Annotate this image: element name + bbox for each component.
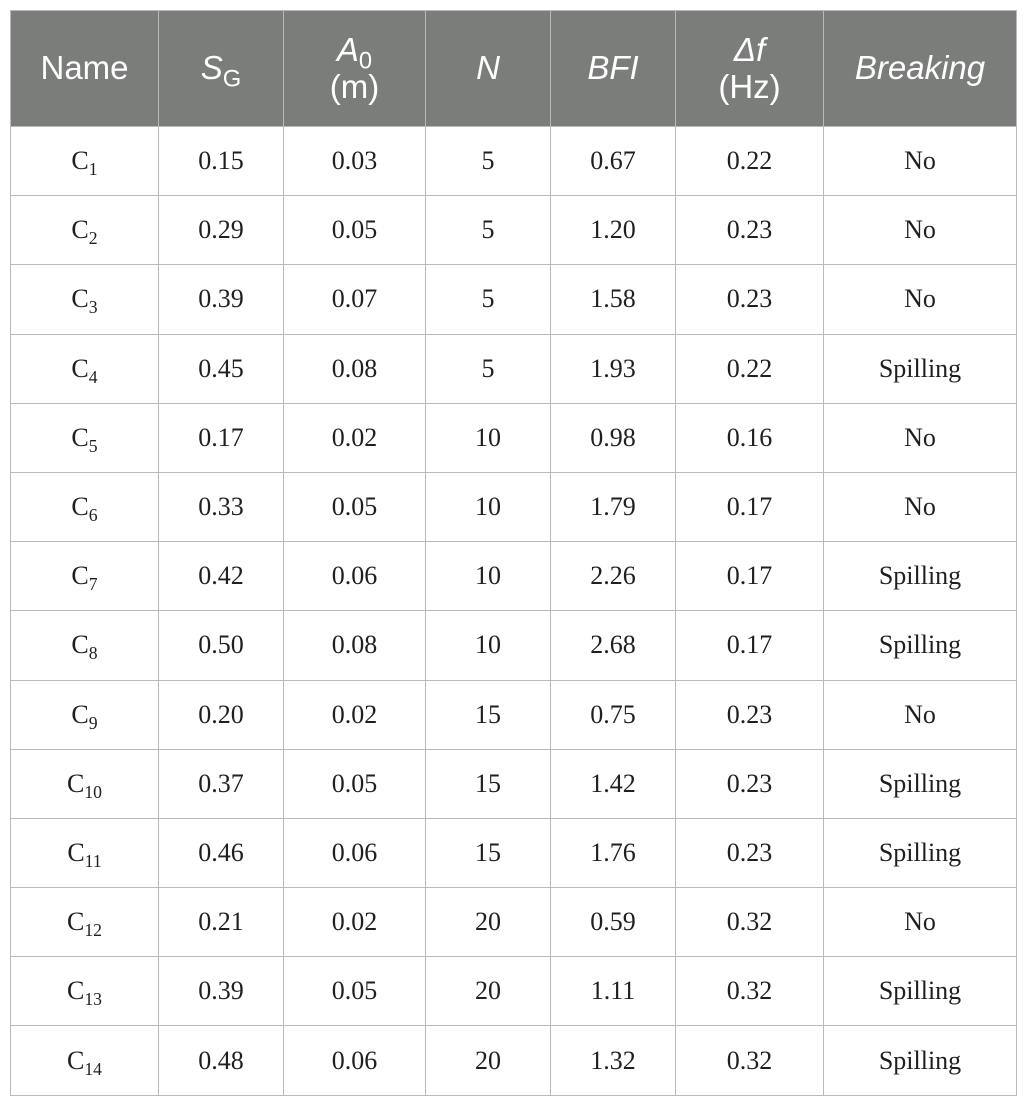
cell-name: $C_8$ [11,611,159,680]
cell-df: 0.17 [676,611,824,680]
table-body [11,127,1017,1096]
cell-n: 20 [426,957,551,1026]
cell-df: 0.32 [676,1026,824,1095]
cell-breaking: Spilling [824,818,1017,887]
header-bfi: BFI [551,11,676,127]
cell-name: $C_{12}$ [11,888,159,957]
cell-n: 5 [426,196,551,265]
table-row [11,611,1017,680]
cell-sg: 0.42 [159,542,284,611]
cell-name: $C_{13}$ [11,957,159,1026]
header-row [11,11,1017,127]
cell-df: 0.16 [676,403,824,472]
cell-bfi: 1.58 [551,265,676,334]
cell-sg: 0.33 [159,472,284,541]
cell-bfi: 0.67 [551,127,676,196]
cell-sg: 0.39 [159,957,284,1026]
cell-a0: 0.05 [284,957,426,1026]
cell-df: 0.23 [676,818,824,887]
cell-df: 0.22 [676,127,824,196]
cell-breaking: Spilling [824,1026,1017,1095]
cell-name: $C_{11}$ [11,818,159,887]
table-row [11,957,1017,1026]
cell-df: 0.23 [676,196,824,265]
cell-bfi: 0.98 [551,403,676,472]
cell-a0: 0.05 [284,196,426,265]
cell-name: $C_2$ [11,196,159,265]
cell-breaking: Spilling [824,542,1017,611]
cell-name: $C_4$ [11,334,159,403]
cell-breaking: No [824,403,1017,472]
cell-n: 20 [426,1026,551,1095]
header-breaking: Breaking [824,11,1017,127]
cell-bfi: 0.75 [551,680,676,749]
cell-breaking: No [824,127,1017,196]
cell-breaking: No [824,888,1017,957]
header-name: Name [11,11,159,127]
header-a0-unit: (m) [329,67,380,105]
cell-a0: 0.02 [284,680,426,749]
cell-sg: 0.48 [159,1026,284,1095]
cell-bfi: 1.79 [551,472,676,541]
table-row [11,196,1017,265]
cell-name: $C_6$ [11,472,159,541]
cell-a0: 0.05 [284,472,426,541]
table-row [11,749,1017,818]
table-row [11,818,1017,887]
header-sg: $S_G$ [159,11,284,127]
cell-sg: 0.15 [159,127,284,196]
cell-df: 0.32 [676,888,824,957]
table-row [11,472,1017,541]
cell-n: 15 [426,818,551,887]
cell-df: 0.17 [676,542,824,611]
table-row [11,265,1017,334]
cell-a0: 0.07 [284,265,426,334]
cell-breaking: Spilling [824,957,1017,1026]
table-row [11,403,1017,472]
cell-breaking: No [824,472,1017,541]
cell-df: 0.23 [676,680,824,749]
cell-n: 5 [426,334,551,403]
cell-sg: 0.39 [159,265,284,334]
cell-name: $C_9$ [11,680,159,749]
cell-bfi: 0.59 [551,888,676,957]
cell-n: 5 [426,127,551,196]
cell-breaking: Spilling [824,334,1017,403]
cell-name: $C_{10}$ [11,749,159,818]
table-row [11,542,1017,611]
table-header [11,11,1017,127]
cell-a0: 0.02 [284,403,426,472]
data-table [10,10,1017,1096]
cell-a0: 0.08 [284,334,426,403]
cell-n: 10 [426,472,551,541]
cell-a0: 0.06 [284,542,426,611]
cell-sg: 0.37 [159,749,284,818]
cell-sg: 0.21 [159,888,284,957]
cell-sg: 0.46 [159,818,284,887]
cell-df: 0.23 [676,265,824,334]
table-row [11,127,1017,196]
cell-name: $C_{14}$ [11,1026,159,1095]
table-row [11,334,1017,403]
cell-sg: 0.20 [159,680,284,749]
cell-name: $C_5$ [11,403,159,472]
cell-sg: 0.45 [159,334,284,403]
cell-breaking: Spilling [824,611,1017,680]
header-n: N [426,11,551,127]
cell-a0: 0.08 [284,611,426,680]
cell-name: $C_1$ [11,127,159,196]
cell-breaking: No [824,196,1017,265]
cell-df: 0.32 [676,957,824,1026]
cell-bfi: 1.20 [551,196,676,265]
cell-breaking: No [824,265,1017,334]
cell-n: 20 [426,888,551,957]
cell-breaking: Spilling [824,749,1017,818]
cell-a0: 0.06 [284,1026,426,1095]
table-row [11,1026,1017,1095]
cell-breaking: No [824,680,1017,749]
cell-bfi: 1.42 [551,749,676,818]
cell-sg: 0.50 [159,611,284,680]
cell-name: $C_7$ [11,542,159,611]
cell-bfi: 1.76 [551,818,676,887]
cell-a0: 0.02 [284,888,426,957]
cell-a0: 0.05 [284,749,426,818]
cell-a0: 0.06 [284,818,426,887]
cell-a0: 0.03 [284,127,426,196]
cell-sg: 0.17 [159,403,284,472]
cell-bfi: 1.32 [551,1026,676,1095]
table-row [11,888,1017,957]
cell-df: 0.23 [676,749,824,818]
cell-bfi: 1.93 [551,334,676,403]
header-df: Δf (Hz) [676,11,824,127]
cell-n: 15 [426,749,551,818]
cell-n: 10 [426,542,551,611]
cell-df: 0.17 [676,472,824,541]
cell-n: 5 [426,265,551,334]
cell-n: 15 [426,680,551,749]
cell-bfi: 2.26 [551,542,676,611]
cell-bfi: 1.11 [551,957,676,1026]
cell-bfi: 2.68 [551,611,676,680]
cell-n: 10 [426,403,551,472]
header-df-unit: (Hz) [718,67,781,105]
table-row [11,680,1017,749]
cell-sg: 0.29 [159,196,284,265]
cell-df: 0.22 [676,334,824,403]
header-a0: $A_0$ (m) [284,11,426,127]
cell-n: 10 [426,611,551,680]
cell-name: $C_3$ [11,265,159,334]
